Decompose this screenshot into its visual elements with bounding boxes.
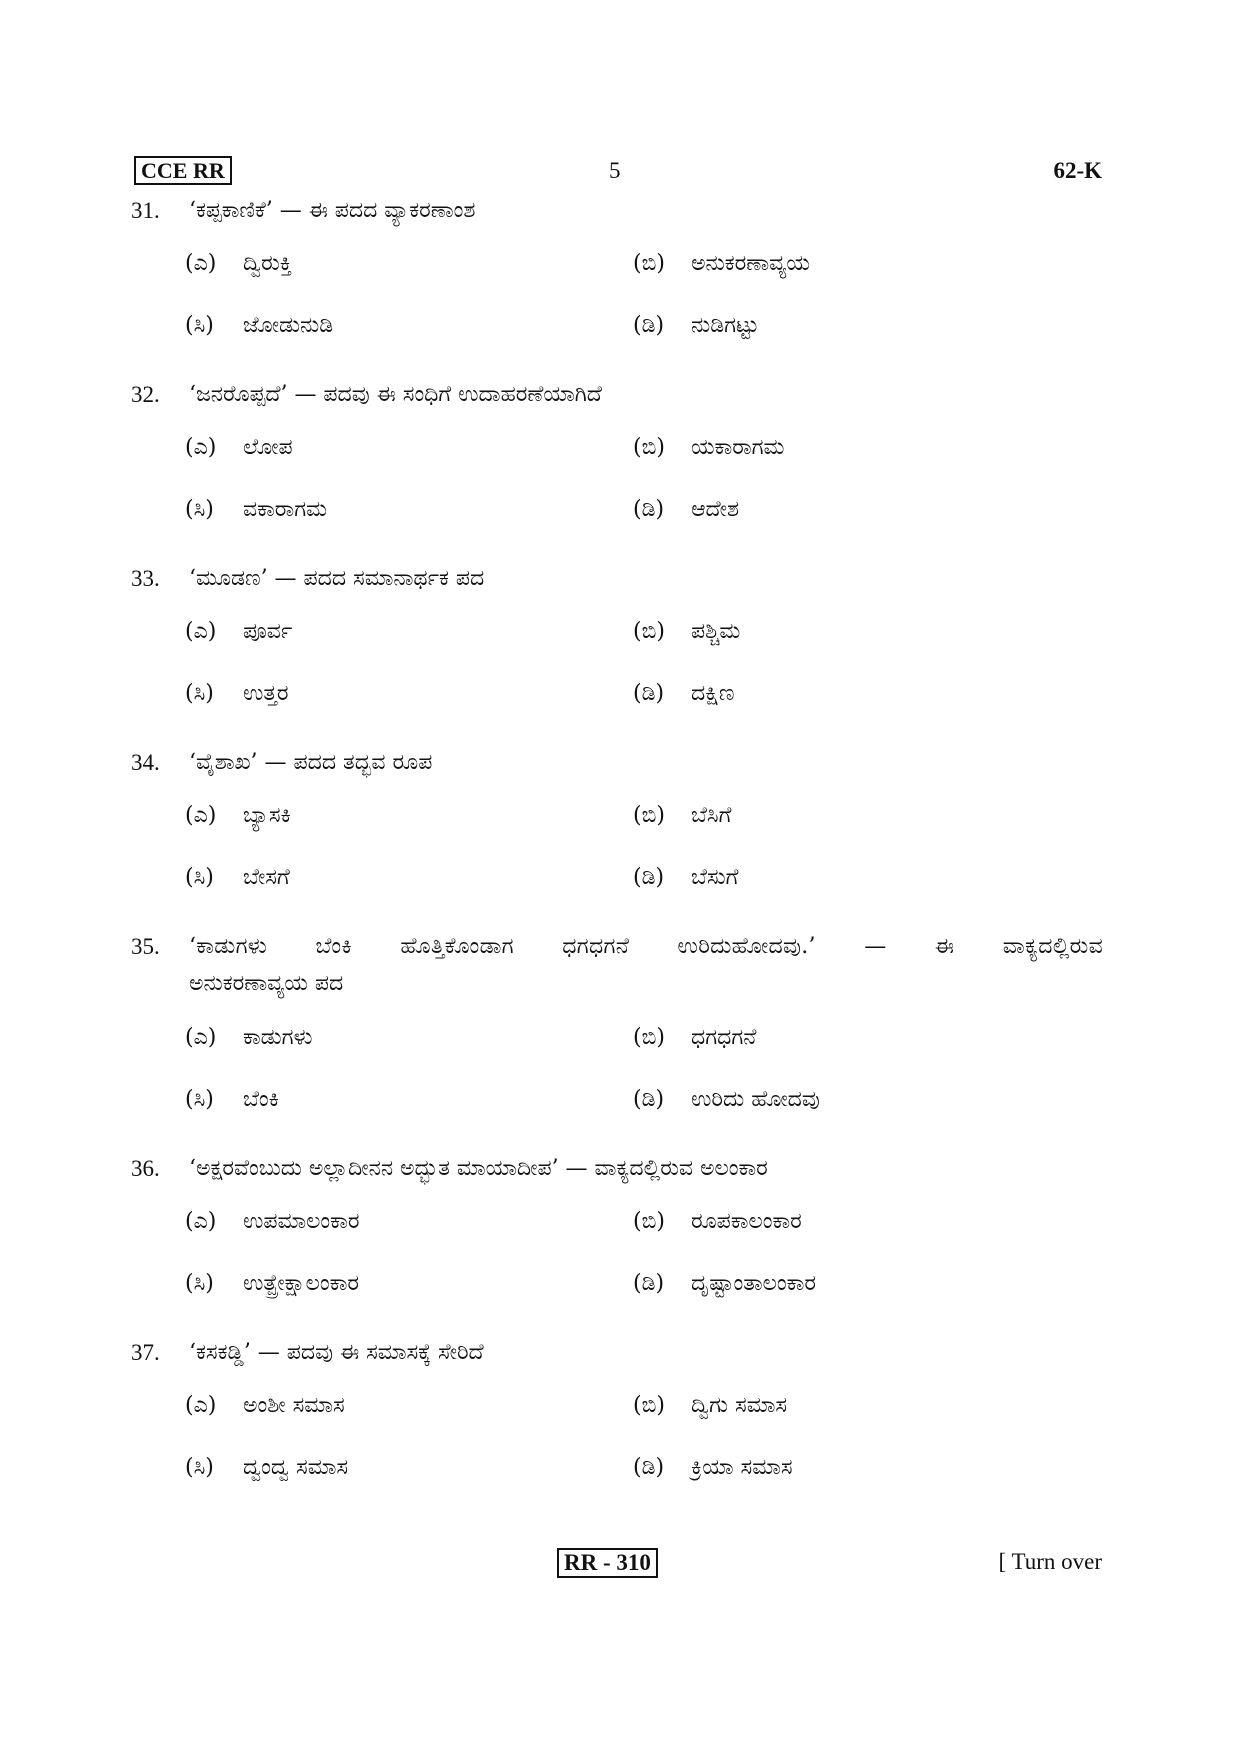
turn-over-note: [ Turn over <box>998 1549 1102 1574</box>
option-d: (ಡಿ) ನುಡಿಗಟ್ಟು <box>633 312 759 338</box>
option-d: (ಡಿ) ಆದೇಶ <box>633 496 740 522</box>
question-number: 31. <box>131 198 160 223</box>
question-number: 35. <box>131 934 160 959</box>
option-c: (ಸಿ) ಬೇಸಗೆ <box>185 864 290 890</box>
page-footer <box>0 1548 1238 1588</box>
options <box>185 416 1103 540</box>
question-list <box>131 190 1103 1516</box>
option-d: (ಡಿ) ದೃಷ್ಟಾಂತಾಲಂಕಾರ <box>633 1270 816 1296</box>
question-number: 32. <box>131 382 160 407</box>
options <box>185 784 1103 908</box>
option-a: (ಎ) ಅಂಶೀ ಸಮಾಸ <box>185 1392 345 1418</box>
question-number: 34. <box>131 750 160 775</box>
option-b: (ಬಿ) ಪಶ್ಚಿಮ <box>633 618 741 644</box>
options <box>185 1374 1103 1498</box>
options <box>185 1190 1103 1314</box>
option-a: (ಎ) ಬ್ಯಾಸಕಿ <box>185 802 291 828</box>
question-32 <box>131 374 1103 540</box>
page-header <box>134 156 1102 186</box>
question-31 <box>131 190 1103 356</box>
option-a: (ಎ) ಕಾಡುಗಳು <box>185 1024 313 1050</box>
footer-code-box: RR - 310 <box>557 1548 658 1578</box>
question-36 <box>131 1148 1103 1314</box>
question-text: ‘ಕಸಕಡ್ಡಿ’ — ಪದವು ಈ ಸಮಾಸಕ್ಕೆ ಸೇರಿದೆ <box>189 1340 484 1365</box>
paper-code: 62-K <box>1053 158 1102 183</box>
option-c: (ಸಿ) ವಕಾರಾಗಮ <box>185 496 328 522</box>
options <box>185 232 1103 356</box>
question-text-continued: ಅನುಕರಣಾವ್ಯಯ ಪದ <box>189 971 344 996</box>
question-text: ‘ಜನರೊಪ್ಪದೆ’ — ಪದವು ಈ ಸಂಧಿಗೆ ಉದಾಹರಣೆಯಾಗಿದೆ <box>189 382 602 407</box>
question-33 <box>131 558 1103 724</box>
option-b: (ಬಿ) ಯಕಾರಾಗಮ <box>633 434 785 460</box>
question-text: ‘ಮೂಡಣ’ — ಪದದ ಸಮಾನಾರ್ಥಕ ಪದ <box>189 566 485 591</box>
option-b: (ಬಿ) ಧಗಧಗನೆ <box>633 1024 757 1050</box>
option-c: (ಸಿ) ಬೆಂಕಿ <box>185 1086 279 1112</box>
question-text: ‘ಕಾಡುಗಳು ಬೆಂಕಿ ಹೊತ್ತಿಕೊಂಡಾಗ ಧಗಧಗನೆ ಉರಿದುಹೋದವು.’ — ಈ ವಾಕ್ಯದಲ್ಲಿರುವ <box>189 934 1103 959</box>
option-b: (ಬಿ) ದ್ವಿಗು ಸಮಾಸ <box>633 1392 788 1418</box>
question-number: 33. <box>131 566 160 591</box>
options <box>185 600 1103 724</box>
question-text: ‘ಕಪ್ಪಕಾಣಿಕೆ’ — ಈ ಪದದ ವ್ಯಾಕರಣಾಂಶ <box>189 198 476 223</box>
option-d: (ಡಿ) ಬೆಸುಗೆ <box>633 864 739 890</box>
option-b: (ಬಿ) ಬೆಸಿಗೆ <box>633 802 732 828</box>
option-c: (ಸಿ) ಉತ್ತರ <box>185 680 289 706</box>
page-number: 5 <box>609 158 621 183</box>
option-b: (ಬಿ) ರೂಪಕಾಲಂಕಾರ <box>633 1208 802 1234</box>
option-a: (ಎ) ಪೂರ್ವ <box>185 618 293 644</box>
option-d: (ಡಿ) ಕ್ರಿಯಾ ಸಮಾಸ <box>633 1454 793 1480</box>
question-text: ‘ಅಕ್ಷರವೆಂಬುದು ಅಲ್ಲಾದೀನನ ಅದ್ಭುತ ಮಾಯಾದೀಪ’ — ವಾಕ್ಯದಲ್ಲಿರುವ ಅಲಂಕಾರ <box>189 1156 768 1181</box>
option-c: (ಸಿ) ದ್ವಂದ್ವ ಸಮಾಸ <box>185 1454 349 1480</box>
option-a: (ಎ) ದ್ವಿರುಕ್ತಿ <box>185 250 292 276</box>
option-d: (ಡಿ) ಉರಿದು ಹೋದವು <box>633 1086 820 1112</box>
question-number: 37. <box>131 1340 160 1365</box>
exam-code-box: CCE RR <box>134 156 232 185</box>
option-a: (ಎ) ಉಪಮಾಲಂಕಾರ <box>185 1208 360 1234</box>
option-a: (ಎ) ಲೋಪ <box>185 434 293 460</box>
question-34 <box>131 742 1103 908</box>
question-number: 36. <box>131 1156 160 1181</box>
options <box>185 1006 1103 1130</box>
question-text: ‘ವೈಶಾಖ’ — ಪದದ ತದ್ಭವ ರೂಪ <box>189 750 433 775</box>
question-35 <box>131 926 1103 1130</box>
option-c: (ಸಿ) ಜೋಡುನುಡಿ <box>185 312 334 338</box>
question-37 <box>131 1332 1103 1498</box>
option-c: (ಸಿ) ಉತ್ಪ್ರೇಕ್ಷಾಲಂಕಾರ <box>185 1270 359 1296</box>
option-b: (ಬಿ) ಅನುಕರಣಾವ್ಯಯ <box>633 250 810 276</box>
option-d: (ಡಿ) ದಕ್ಷಿಣ <box>633 680 735 706</box>
